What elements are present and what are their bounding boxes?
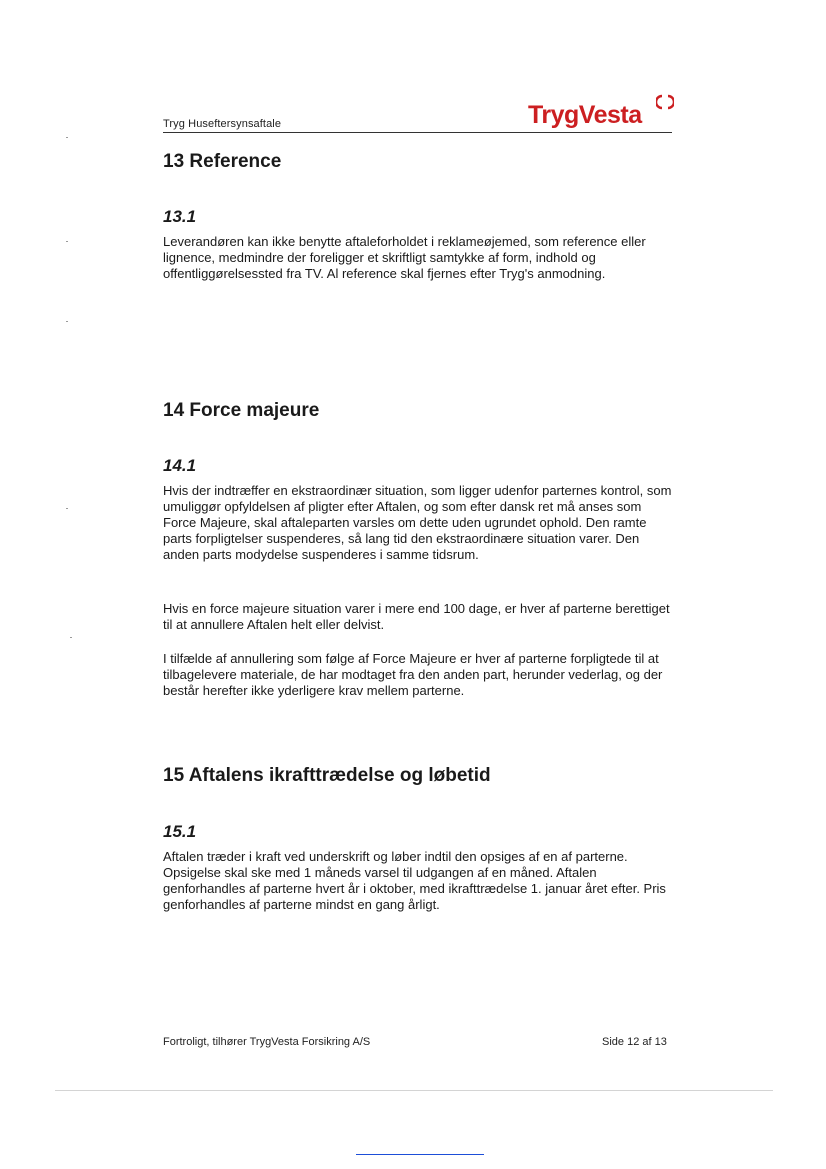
clause-14-1-paragraph-3: I tilfælde af annullering som følge af Force Majeure er hver af parterne forpligtede til at tilbagelevere materiale, de har modtaget fra den anden part, herunder vederlag, og der består herefter ikke yderligere krav mellem parterne.: [163, 651, 663, 698]
logo-wordmark: TrygVesta: [528, 101, 642, 129]
scan-speck: [66, 321, 68, 322]
clause-number-15-1: 15.1: [163, 822, 197, 841]
scan-speck: [70, 637, 72, 638]
clause-14-1-paragraph-2: Hvis en force majeure situation varer i mere end 100 dage, er hver af parterne berettiget til at annullere Aftalen helt eller delvist.: [163, 601, 670, 632]
footer-page-number: Side 12 af 13: [602, 1036, 667, 1048]
clause-14-1-paragraph-1: Hvis der indtræffer en ekstraordinær situation, som ligger udenfor parternes kontrol, som umuliggør opfyldelsen af pligter efter Aftalen, og som efter dansk ret må anses som Force Majeure, skal aftaleparten varsles om dette uden ugrundet ophold. Den ramte parts forpligtelser suspenderes, så lang tid den ekstraordinære situation varer. Den anden parts modydelse suspenderes i samme tidsrum.: [163, 483, 672, 562]
page-bottom-edge: [55, 1090, 773, 1091]
clause-13-1-paragraph: Leverandøren kan ikke benytte aftaleforholdet i reklameøjemed, som reference eller lignence, medmindre der foreligger et skriftligt samtykke af form, indhold og offentliggørelsessted fra TV. Al reference skal fjernes efter Tryg's anmodning.: [163, 234, 646, 281]
scan-speck: [66, 241, 68, 242]
clause-15-1-paragraph: Aftalen træder i kraft ved underskrift og løber indtil den opsiges af en af parterne. Opsigelse skal ske med 1 måneds varsel til udgangen af en måned. Aftalen genforhandles af parterne hvert år i oktober, med ikrafttrædelse 1. januar året efter. Pris genforhandles af parterne mindst en gang årligt.: [163, 849, 666, 912]
scan-speck: [66, 508, 68, 509]
header-divider: [163, 132, 672, 133]
section-heading-15: 15 Aftalens ikrafttrædelse og løbetid: [163, 765, 491, 786]
bottom-link-underline[interactable]: [356, 1154, 484, 1155]
running-header-title: Tryg Huseftersynsaftale: [163, 118, 282, 130]
logo-emblem-icon: [656, 94, 674, 110]
section-heading-14: 14 Force majeure: [163, 400, 320, 421]
trygvesta-logo: [528, 94, 676, 132]
footer-confidential-notice: Fortroligt, tilhører TrygVesta Forsikring A/S: [163, 1036, 371, 1048]
clause-number-14-1: 14.1: [163, 456, 197, 475]
scan-speck: [66, 137, 68, 138]
clause-number-13-1: 13.1: [163, 207, 197, 226]
section-heading-13: 13 Reference: [163, 151, 282, 172]
